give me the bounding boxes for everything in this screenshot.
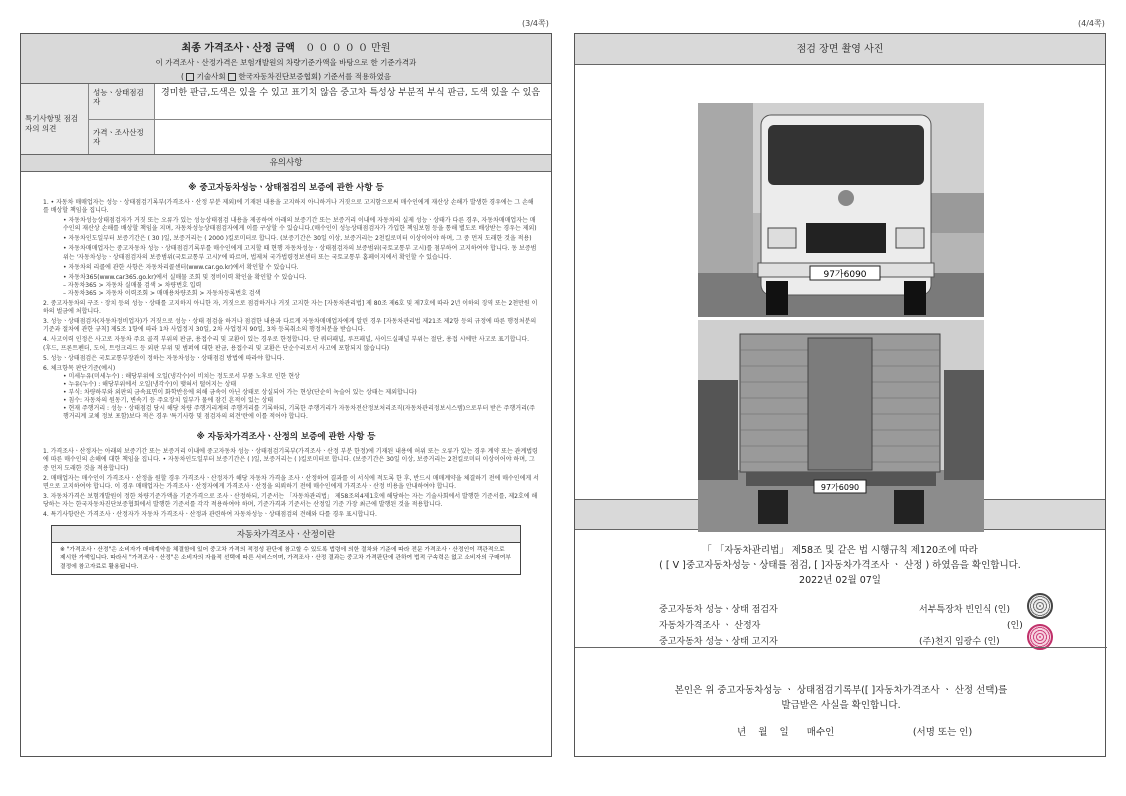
list-item: • 자동차매매업자는 중고자동차 성능ㆍ상태점검기록부를 매수인에게 고지할 때 현행 자동차성능ㆍ상태점검자의 보증범위(국토교통부 고시)를 첨부하여 고지하여야 합니다. 동 보증범위는 '자동차성능ㆍ상태점검자의 보증범위(국토교통부 고시)'에 따르며, 법제처 국가법령정보센터 또는 국토교통부 홈페이지에서 확인할 수 있습니다.: [63, 245, 537, 261]
list-item: 2. 중고자동차의 구조ㆍ장치 등의 성능ㆍ상태를 고지하지 아니한 자, 거짓으로 점검하거나 거짓 고지한 자는 [자동차관리법] 제 80조 제6호 및 제7호에 따라 2년 이하의 징역 또는 2천만원 이하의 벌금에 처합니다.: [43, 300, 538, 316]
signature-statement: [575, 530, 1105, 589]
list-item: 4. 사고이력 인정은 사고로 자동차 주요 골격 부위의 판금, 용접수리 및 교환이 있는 경우로 한정합니다. 단 쿼터패널, 루프패널, 사이드실패널 부위는 절단, 용접 시에만 사고로 표기합니다. (후드, 프론트펜더, 도어, 트렁크리드 등 외판 부위 및 범퍼에 대한 판금, 용접수리 및 교환은 단순수리로서 사고에 포함되지 않습니다): [43, 336, 530, 352]
special-notes-heading: 특기사항및 점검자의 의견: [21, 84, 89, 154]
list-item: 6. 체크항목 판단기준(예시): [43, 364, 116, 372]
buyer-signature-line[interactable]: 년 월 일 매수인 (서명 또는 인): [737, 727, 973, 738]
price-title: 최종 가격조사ㆍ산정 금액: [181, 43, 295, 54]
page-number-right: (4/4쪽): [1078, 19, 1105, 28]
special-notes-table: [21, 84, 551, 155]
list-item: – 자동차365 > 자동차 이력조회 > 매매용차량조회 > 자동차등록번호 검색: [63, 289, 261, 297]
buyer-confirmation: [575, 684, 1107, 713]
left-page: [20, 33, 552, 757]
photo-section-title: 점검 장면 촬영 사진: [575, 34, 1105, 65]
inspector-label: 성능ㆍ상태점검자: [89, 84, 155, 120]
signer-role: 중고자동차 성능ㆍ상태 점검자: [659, 605, 778, 615]
section1-title: ※ 중고자동차성능ㆍ상태점검의 보증에 관한 사항 등: [188, 183, 384, 193]
signature-line1: 「 「자동차관리법」 제58조 및 같은 법 시행규칙 제120조에 따라: [702, 545, 978, 556]
list-item: • 누유(누수) : 해당부위에서 오일(냉각수)이 맺혀서 떨어지는 상태: [63, 380, 237, 388]
right-page: [574, 33, 1106, 757]
signer-name-text: 서부특장차 빈인식: [919, 605, 992, 615]
signature-line2: ( [ V ]중고자동차성능ㆍ상태를 점검, [ ]자동차가격조사 ㆍ 산정 ) 하였음을 확인합니다.: [659, 559, 1021, 571]
truck-front-photo: [698, 103, 984, 317]
divider: [575, 647, 1107, 648]
price-line1: 이 가격조사ㆍ산정가격은 보험개발원의 차량기준가액을 바탕으로 한 기준가격과: [155, 58, 417, 67]
signer-row: [659, 634, 1000, 647]
list-item: 4. 특기사항란은 가격조사ㆍ산정자가 자동차 가격조사ㆍ산정과 관련하여 자동차성능ㆍ상태점검의 견해와 다를 경우 표시합니다.: [43, 511, 377, 518]
list-item: 2. 매매업자는 매수인이 가격조사ㆍ산정을 원할 경우 가격조사ㆍ산정자가 해당 자동차 가격을 조사ㆍ산정하여 결과를 이 서식에 적도록 한 후, 반드시 매매계약을 체결하기 전에 매수인에게 서면으로 고지하여야 합니다. 이 경우 매매업자는 가격조사ㆍ산정자에게 가격조사ㆍ산정을 의뢰하기 전에 매수인에게 가격조사ㆍ산정 비용을 안내하여야 합니다.: [43, 474, 539, 490]
signer-row: [659, 602, 1011, 615]
appraisal-definition-title: 자동차가격조사ㆍ산정이란: [52, 526, 520, 543]
seal-mark: (인): [983, 637, 1000, 647]
confirm-line1: 본인은 위 중고자동차성능 ㆍ 상태점검기록부([ ]자동차가격조사 ㆍ 산정 선택)를: [674, 685, 1008, 696]
section2-title: ※ 자동차가격조사ㆍ산정의 보증에 관한 사항 등: [196, 432, 376, 443]
confirm-line2: 발급받은 사실을 확인합니다.: [781, 699, 901, 711]
price-amount: ０ ０ ０ ０ ０ 만원: [305, 43, 391, 54]
paren: (: [180, 72, 184, 81]
section1-items: [21, 199, 551, 421]
list-item: 3. 성능ㆍ상태점검자(자동차정비업자)가 거짓으로 성능ㆍ상태 점검을 하거나 점검한 내용과 다르게 자동차매매업자에게 알린 경우 [자동차관리법 제21조 제2항 등의 규정에 따른 행정처분의 기준과 절차에 관한 규칙] 제5조 1항에 따라 1차 사업정지 30일, 2차 사업정지 90일, 3차 등록취소의 행정처분을 받습니다.: [43, 318, 537, 334]
rear-plate-text: 97가6090: [820, 483, 860, 492]
list-item: • 자동차인도일부터 보증기간은 ( 30 )일, 보증거리는 ( 2000 )킬로미터로 합니다. (보증기간은 30일 이상, 보증거리는 2천킬로미터 이상이어야 하며, 그 중 먼저 도래한 것을 적용): [63, 235, 532, 243]
signer-row: [659, 618, 1023, 631]
appraisal-definition-box: [51, 525, 521, 575]
signature-date: 2022년 02월 07일: [799, 575, 881, 587]
option-tech-society: 기술사회: [196, 72, 226, 81]
appraiser-opinion: [155, 120, 551, 154]
list-item: – 자동차365 > 자동차 실매물 검색 > 차량번호 입력: [63, 281, 202, 289]
appraiser-label: 가격ㆍ조사산정자: [89, 120, 155, 154]
seal-mark: (인): [994, 605, 1011, 615]
truck-rear-photo: [698, 320, 984, 532]
list-item: 1. 가격조사ㆍ산정자는 아래의 보증기간 또는 보증거리 이내에 중고자동차 성능ㆍ상태점검기록부(가격조사ㆍ산정 부분 한정)에 기재된 내용에 허위 또는 오류가 있는 경우 계약 또는 관계법령에 따른 매수인의 손해에 대한 책임을 집니다. • 자동차인도일부터 보증기간은 ( )일, 보증거리는 ( )킬로미터로 합니다. (보증기간은 30일 이상, 보증거리는 2천킬로미터 이상이어야 하며, 그 중 먼저 도래한 것을 적용합니다): [43, 448, 538, 472]
list-item: • 부식: 차량하부와 외판의 금속표면이 화학반응에 의해 금속이 아닌 상태로 상실되어 가는 현상(단순히 녹슬어 있는 상태는 제외합니다): [63, 388, 417, 396]
truck-rear-image: [698, 320, 984, 532]
signer-role: 자동차가격조사 ㆍ 산정자: [659, 621, 761, 631]
appraisal-definition-body: ※ "가격조사ㆍ산정"은 소비자가 매매계약을 체결함에 있어 중고차 가격의 적정성 판단에 참고할 수 있도록 법령에 의한 절차와 기준에 따라 전문 가격조사ㆍ산정인이 객관적으로 제시한 가액입니다. 따라서 "가격조사ㆍ산정"은 소비자의 자율적 선택에 따른 서비스이며, 가격조사ㆍ산정 결과는 중고차 가격판단에 관하여 법적 구속력은 없고 소비자의 구매여부 결정에 참고자료로 활용됩니다.: [60, 547, 511, 570]
list-item: • 현재 주행거리 : 성능ㆍ상태점검 당시 해당 차량 주행거리계의 주행거리를 기록하되, 기록한 주행거리가 자동차전산정보처리조직(자동차관리정보시스템)으로부터 받은 주행거리(주행거리계 교체 정보 포함)보다 적은 경우 '특기사항 및 점검자의 의견'란에 이를 적어야 합니다.: [63, 405, 536, 421]
section2-items: [21, 448, 551, 519]
list-item: • 자동차365(www.car365.go.kr)에서 실매물 조회 및 정비이력 확인을 확인할 수 있습니다.: [63, 273, 307, 281]
option-kadba: 한국자동차진단보증협회) 기준서를 적용하였음: [238, 72, 392, 81]
truck-front-image: [698, 103, 984, 317]
inspector-seal-stamp: [1027, 593, 1053, 619]
page-number-left: (3/4쪽): [522, 19, 549, 28]
signer-name: [1007, 618, 1023, 631]
inspector-opinion: 경미한 판금,도색은 있을 수 있고 표기치 않음 중고차 특성상 부분적 부식 판금, 도색 있을 수 있음: [155, 84, 551, 120]
photo-section: [575, 65, 1105, 500]
notice-title: 유의사항: [21, 155, 551, 172]
price-line2: [21, 71, 551, 82]
list-item: • 자동차성능상태점검자가 거짓 또는 오류가 있는 성능상태점검 내용을 제공하여 아래의 보증기간 또는 보증거리 이내에 자동차의 실제 성능ㆍ상태가 다른 경우, 자동차매매업자는 매수인의 재산상 손해를 배상할 책임을 지며, 자동차성능상태점검자에게 이를 구상할 수 있습니다.(매수인이 성능상태점검자가 가입한 책임보험 등을 통해 별도로 배상받는 경우는 제외): [63, 217, 537, 233]
checkbox-kadba[interactable]: [228, 73, 236, 81]
signer-role: 중고자동차 성능ㆍ상태 고지자: [659, 637, 778, 647]
checkbox-tech-society[interactable]: [186, 73, 194, 81]
signer-name: [919, 634, 1000, 647]
price-section: [21, 34, 551, 84]
signer-name: [919, 602, 1010, 615]
signer-name-text: (주)천지 임광수: [919, 637, 982, 647]
list-item: 1. • 자동차 매매업자는 성능ㆍ상태점검기록부(가격조사ㆍ산정 부분 제외)에 기재된 내용을 고지하지 아니하거나 거짓으로 고지함으로써 매수인에게 재산상 손해가 발생한 경우에는 그 손해를 배상할 책임을 집니다.: [43, 199, 534, 215]
list-item: • 자동차의 리콜에 관한 사항은 자동차리콜센터(www.car.go.kr)에서 확인할 수 있습니다.: [63, 263, 299, 271]
list-item: • 침수: 자동차의 원동기, 변속기 등 주요장치 일부가 물에 잠긴 흔적이 있는 상태: [63, 397, 274, 405]
list-item: 5. 성능ㆍ상태점검은 국토교통부장관이 정하는 자동차성능ㆍ상태점검 방법에 따라야 합니다.: [43, 354, 285, 362]
list-item: 3. 자동차가격은 보험개발원이 정한 차량기준가액을 기준가격으로 조사ㆍ산정하되, 기준서는 「자동차관리법」 제58조의4제1호에 해당하는 자는 기술사회에서 발행한 기준서를, 제2호에 해당하는 자는 한국자동차진단보증협회에서 발행한 기준서를 각각 적용하여야 하며, 기준가격과 기준서는 산정일 기준 가장 최근에 발행된 것을 적용합니다.: [43, 492, 538, 508]
seal-mark: (인): [1007, 621, 1023, 631]
front-plate-text: 97가6090: [823, 270, 867, 280]
list-item: • 미세누유(미세누수) : 해당부위에 오일(냉각수)이 비치는 정도로서 부품 노후로 인한 현상: [63, 372, 300, 380]
